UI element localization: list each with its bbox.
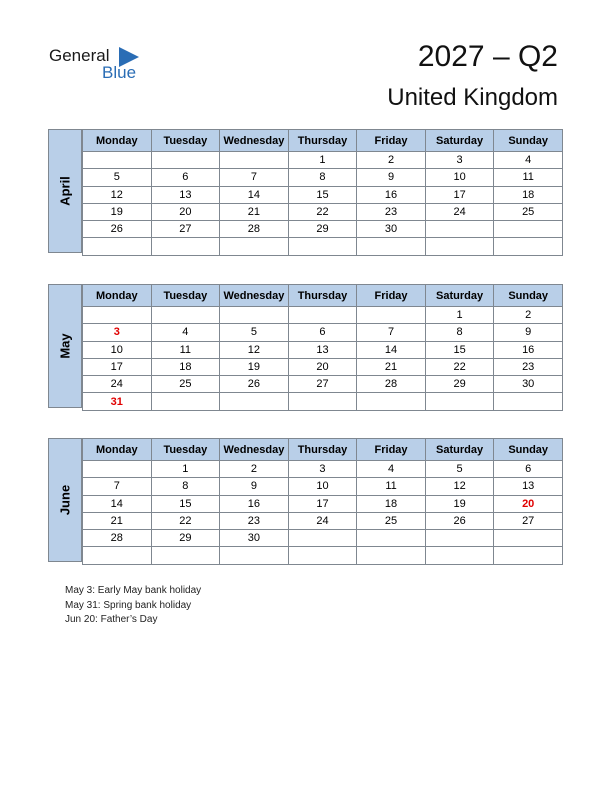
day-cell (494, 547, 563, 564)
weekday-header: Tuesday (151, 130, 220, 152)
day-cell: 6 (288, 324, 357, 341)
day-cell: 27 (494, 512, 563, 529)
week-row (83, 376, 563, 393)
day-cell: 22 (288, 203, 357, 220)
day-cell (357, 238, 426, 255)
day-cell: 5 (220, 324, 289, 341)
weekday-header: Monday (83, 130, 152, 152)
day-cell: 16 (220, 495, 289, 512)
month-name: April (57, 176, 73, 206)
day-cell: 21 (83, 512, 152, 529)
week-row (83, 358, 563, 375)
day-cell: 31 (83, 393, 152, 410)
week-row (83, 169, 563, 186)
day-cell: 24 (288, 512, 357, 529)
day-cell: 28 (357, 376, 426, 393)
weekday-header-row (83, 130, 563, 152)
weekday-header: Wednesday (220, 439, 289, 461)
day-cell: 3 (83, 324, 152, 341)
day-cell (83, 547, 152, 564)
day-cell: 16 (357, 186, 426, 203)
day-cell (220, 238, 289, 255)
day-cell: 11 (357, 478, 426, 495)
month-name: May (57, 333, 73, 359)
day-cell: 8 (151, 478, 220, 495)
day-cell: 8 (425, 324, 494, 341)
day-cell: 9 (357, 169, 426, 186)
day-cell: 2 (220, 461, 289, 478)
day-cell: 4 (151, 324, 220, 341)
day-cell (425, 238, 494, 255)
day-cell (151, 307, 220, 324)
day-cell: 7 (83, 478, 152, 495)
day-cell: 1 (425, 307, 494, 324)
day-cell (220, 152, 289, 169)
day-cell (357, 530, 426, 547)
day-cell (288, 393, 357, 410)
day-cell (151, 393, 220, 410)
day-cell: 13 (494, 478, 563, 495)
weekday-header-row (83, 439, 563, 461)
day-cell: 13 (151, 186, 220, 203)
day-cell: 25 (494, 203, 563, 220)
holiday-note: May 3: Early May bank holiday (65, 585, 202, 596)
day-cell: 19 (425, 495, 494, 512)
calendar-table (82, 284, 563, 411)
day-cell (288, 307, 357, 324)
day-cell: 12 (425, 478, 494, 495)
day-cell (357, 307, 426, 324)
day-cell: 13 (288, 341, 357, 358)
weekday-header: Thursday (288, 285, 357, 307)
country-subtitle: United Kingdom (387, 84, 558, 111)
weekday-header: Saturday (425, 285, 494, 307)
day-cell: 18 (494, 186, 563, 203)
day-cell: 16 (494, 341, 563, 358)
weekday-header: Friday (357, 285, 426, 307)
day-cell: 19 (220, 358, 289, 375)
day-cell: 26 (425, 512, 494, 529)
week-row (83, 203, 563, 220)
day-cell: 30 (494, 376, 563, 393)
day-cell (357, 393, 426, 410)
day-cell: 20 (151, 203, 220, 220)
day-cell: 10 (288, 478, 357, 495)
weekday-header: Thursday (288, 130, 357, 152)
day-cell: 18 (151, 358, 220, 375)
day-cell: 18 (357, 495, 426, 512)
day-cell (151, 152, 220, 169)
day-cell: 9 (494, 324, 563, 341)
weekday-header: Sunday (494, 130, 563, 152)
page-title: 2027 – Q2 (417, 40, 558, 73)
weekday-header: Sunday (494, 439, 563, 461)
day-cell: 29 (425, 376, 494, 393)
day-cell (425, 221, 494, 238)
day-cell: 22 (151, 512, 220, 529)
day-cell: 14 (357, 341, 426, 358)
day-cell (494, 238, 563, 255)
day-cell: 27 (151, 221, 220, 238)
weekday-header: Wednesday (220, 130, 289, 152)
day-cell (220, 547, 289, 564)
day-cell: 10 (83, 341, 152, 358)
week-row (83, 307, 563, 324)
weekday-header: Friday (357, 130, 426, 152)
day-cell (83, 307, 152, 324)
day-cell: 6 (494, 461, 563, 478)
weekday-header: Tuesday (151, 439, 220, 461)
week-row (83, 324, 563, 341)
day-cell: 28 (220, 221, 289, 238)
day-cell (494, 393, 563, 410)
day-cell: 23 (220, 512, 289, 529)
day-cell (151, 238, 220, 255)
day-cell: 19 (83, 203, 152, 220)
week-row (83, 341, 563, 358)
day-cell: 5 (83, 169, 152, 186)
logo-general-text: General (49, 46, 110, 65)
day-cell: 24 (425, 203, 494, 220)
day-cell (83, 238, 152, 255)
day-cell: 17 (83, 358, 152, 375)
day-cell: 21 (357, 358, 426, 375)
day-cell: 14 (83, 495, 152, 512)
day-cell: 28 (83, 530, 152, 547)
weekday-header: Tuesday (151, 285, 220, 307)
week-row (83, 221, 563, 238)
day-cell (425, 530, 494, 547)
day-cell (357, 547, 426, 564)
day-cell: 21 (220, 203, 289, 220)
month-label (48, 438, 82, 562)
day-cell: 17 (425, 186, 494, 203)
day-cell: 2 (494, 307, 563, 324)
logo-blue-text: Blue (102, 63, 137, 82)
day-cell: 8 (288, 169, 357, 186)
day-cell: 1 (151, 461, 220, 478)
week-row (83, 478, 563, 495)
day-cell (83, 152, 152, 169)
day-cell: 10 (425, 169, 494, 186)
month-label (48, 284, 82, 408)
day-cell (220, 307, 289, 324)
day-cell (288, 238, 357, 255)
day-cell: 29 (151, 530, 220, 547)
calendar-table (82, 438, 563, 565)
day-cell: 1 (288, 152, 357, 169)
day-cell: 3 (288, 461, 357, 478)
day-cell: 4 (494, 152, 563, 169)
day-cell: 14 (220, 186, 289, 203)
day-cell (288, 530, 357, 547)
calendar-table (82, 129, 563, 256)
week-row (83, 152, 563, 169)
day-cell: 30 (220, 530, 289, 547)
month-name: June (57, 484, 73, 516)
generalblue-logo (49, 44, 159, 84)
week-row (83, 186, 563, 203)
weekday-header: Saturday (425, 439, 494, 461)
weekday-header: Friday (357, 439, 426, 461)
weekday-header: Sunday (494, 285, 563, 307)
day-cell: 12 (220, 341, 289, 358)
day-cell: 23 (357, 203, 426, 220)
day-cell (83, 461, 152, 478)
holiday-notes (65, 584, 201, 628)
day-cell: 7 (357, 324, 426, 341)
day-cell (494, 221, 563, 238)
day-cell: 23 (494, 358, 563, 375)
week-row (83, 512, 563, 529)
day-cell: 20 (288, 358, 357, 375)
week-row (83, 238, 563, 255)
day-cell: 17 (288, 495, 357, 512)
day-cell: 15 (425, 341, 494, 358)
day-cell: 15 (288, 186, 357, 203)
weekday-header: Monday (83, 439, 152, 461)
day-cell: 22 (425, 358, 494, 375)
day-cell (288, 547, 357, 564)
day-cell: 27 (288, 376, 357, 393)
day-cell: 4 (357, 461, 426, 478)
day-cell: 5 (425, 461, 494, 478)
day-cell (220, 393, 289, 410)
day-cell: 20 (494, 495, 563, 512)
day-cell: 26 (220, 376, 289, 393)
day-cell: 6 (151, 169, 220, 186)
day-cell: 11 (494, 169, 563, 186)
weekday-header: Saturday (425, 130, 494, 152)
weekday-header: Thursday (288, 439, 357, 461)
day-cell: 25 (151, 376, 220, 393)
day-cell: 11 (151, 341, 220, 358)
day-cell: 9 (220, 478, 289, 495)
day-cell: 26 (83, 221, 152, 238)
day-cell (425, 393, 494, 410)
day-cell: 24 (83, 376, 152, 393)
month-label (48, 129, 82, 253)
day-cell: 12 (83, 186, 152, 203)
day-cell: 30 (357, 221, 426, 238)
week-row (83, 393, 563, 410)
day-cell (151, 547, 220, 564)
holiday-note: May 31: Spring bank holiday (65, 599, 192, 611)
week-row (83, 461, 563, 478)
weekday-header: Monday (83, 285, 152, 307)
day-cell: 3 (425, 152, 494, 169)
day-cell: 29 (288, 221, 357, 238)
holiday-note: Jun 20: Father’s Day (65, 614, 158, 625)
weekday-header-row (83, 285, 563, 307)
week-row (83, 530, 563, 547)
week-row (83, 495, 563, 512)
day-cell: 2 (357, 152, 426, 169)
weekday-header: Wednesday (220, 285, 289, 307)
day-cell: 7 (220, 169, 289, 186)
day-cell: 15 (151, 495, 220, 512)
week-row (83, 547, 563, 564)
day-cell (494, 530, 563, 547)
day-cell (425, 547, 494, 564)
day-cell: 25 (357, 512, 426, 529)
